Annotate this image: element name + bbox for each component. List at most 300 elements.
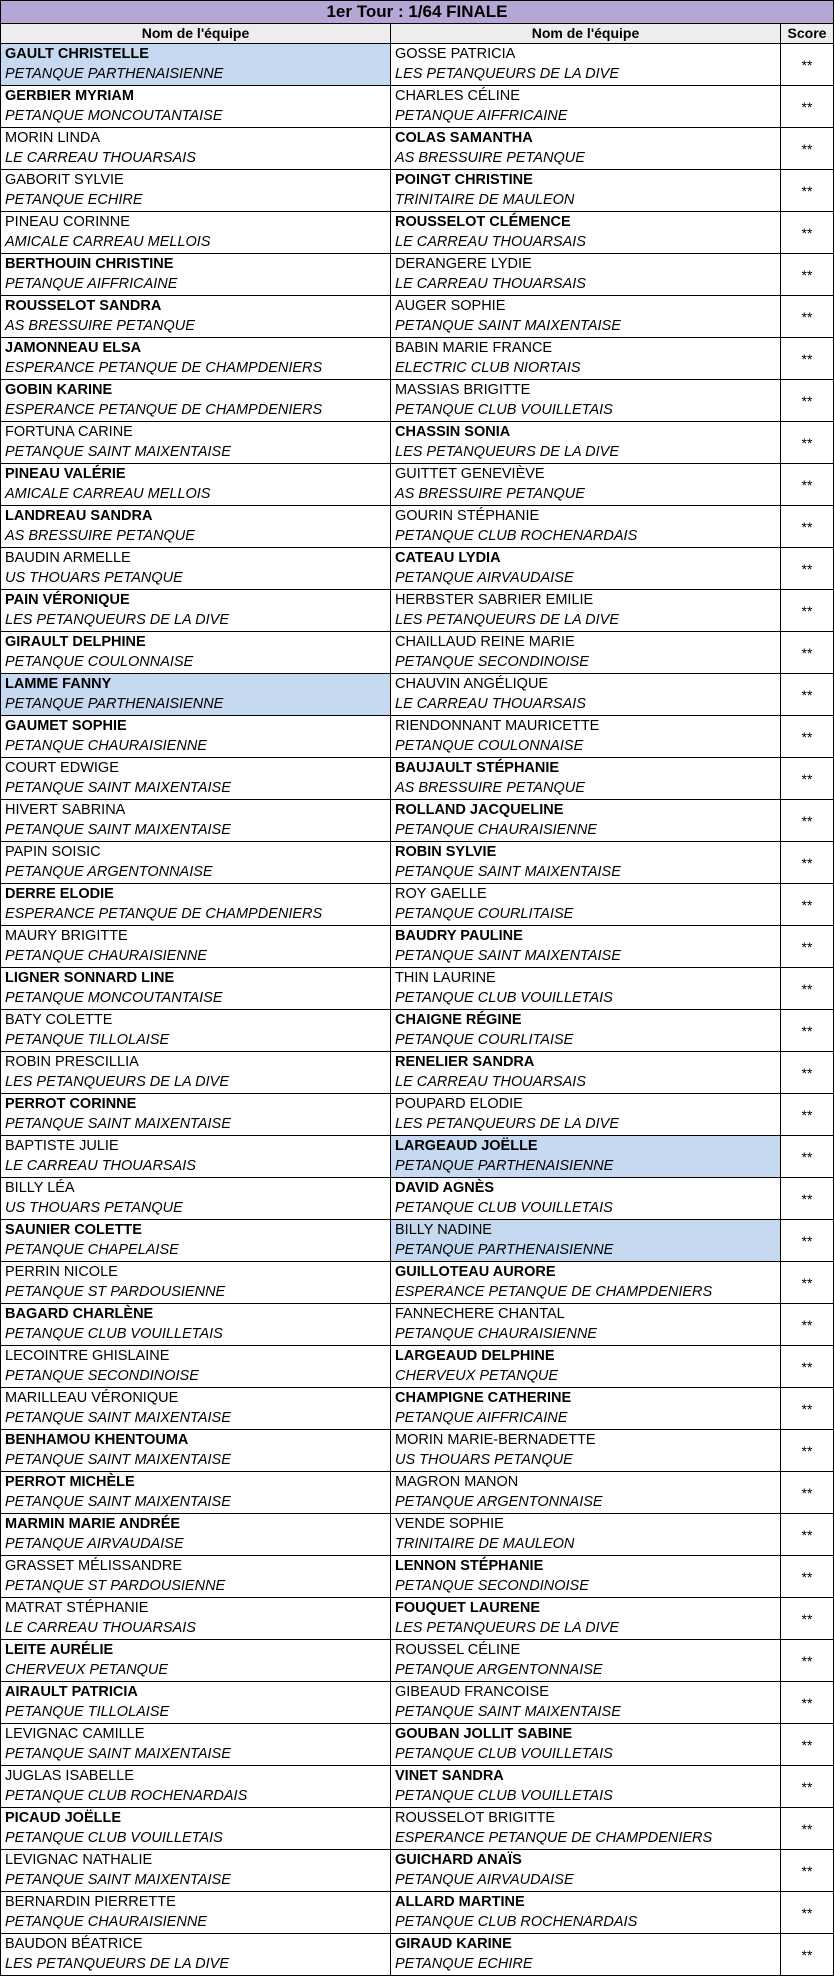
player-name: LAMME FANNY: [5, 676, 112, 692]
club-name: PETANQUE ARGENTONNAISE: [5, 864, 213, 880]
match-row: [0, 1262, 834, 1304]
club-name: PETANQUE COURLITAISE: [395, 906, 574, 922]
score-cell: **: [801, 1569, 813, 1585]
club-name: PETANQUE CHAURAISIENNE: [5, 738, 207, 754]
player-name: ROUSSEL CÉLINE: [395, 1642, 521, 1658]
score-cell: **: [801, 1947, 813, 1963]
club-name: LE CARREAU THOUARSAIS: [395, 276, 586, 292]
match-row: [0, 1892, 834, 1934]
player-name: ROLLAND JACQUELINE: [395, 802, 564, 818]
score-cell: **: [801, 183, 813, 199]
match-row: [0, 1766, 834, 1808]
club-name: US THOUARS PETANQUE: [5, 570, 183, 586]
team-b-cell: [391, 590, 781, 631]
player-name: GAULT CHRISTELLE: [5, 46, 149, 62]
team-a-cell: [1, 1808, 391, 1849]
score-cell: **: [801, 687, 813, 703]
score-cell: **: [801, 603, 813, 619]
team-a-cell: [1, 1178, 391, 1219]
club-name: LES PETANQUEURS DE LA DIVE: [395, 66, 620, 82]
club-name: PETANQUE CLUB VOUILLETAIS: [395, 1788, 613, 1804]
club-name: PETANQUE CHAURAISIENNE: [395, 822, 597, 838]
team-a-cell: [1, 212, 391, 253]
team-b-cell: [391, 254, 781, 295]
club-name: PETANQUE SAINT MAIXENTAISE: [395, 1704, 621, 1720]
team-a-cell: [1, 1052, 391, 1093]
club-name: PETANQUE COULONNAISE: [5, 654, 194, 670]
team-b-cell: [391, 1892, 781, 1933]
team-b-cell: [391, 674, 781, 715]
club-name: PETANQUE SECONDINOISE: [395, 654, 589, 670]
club-name: TRINITAIRE DE MAULEON: [395, 1536, 575, 1552]
club-name: PETANQUE PARTHENAISIENNE: [5, 696, 224, 712]
score-cell: **: [801, 141, 813, 157]
player-name: POINGT CHRISTINE: [395, 172, 533, 188]
team-b-cell: [391, 1934, 781, 1975]
player-name: BAUJAULT STÉPHANIE: [395, 760, 560, 776]
player-name: COLAS SAMANTHA: [395, 130, 533, 146]
score-cell: **: [801, 771, 813, 787]
score-cell: **: [801, 1905, 813, 1921]
match-row: [0, 1430, 834, 1472]
team-a-cell: [1, 1892, 391, 1933]
team-b-cell: [391, 1556, 781, 1597]
team-a-cell: [1, 1682, 391, 1723]
player-name: MORIN MARIE-BERNADETTE: [395, 1432, 596, 1448]
team-b-cell: [391, 968, 781, 1009]
player-name: VENDE SOPHIE: [395, 1516, 504, 1532]
player-name: GUILLOTEAU AURORE: [395, 1264, 556, 1280]
score-cell: **: [801, 1149, 813, 1165]
player-name: BAUDRY PAULINE: [395, 928, 523, 944]
club-name: US THOUARS PETANQUE: [395, 1452, 573, 1468]
team-a-cell: [1, 254, 391, 295]
match-row: [0, 1598, 834, 1640]
player-name: CHAILLAUD REINE MARIE: [395, 634, 575, 650]
club-name: PETANQUE CHAURAISIENNE: [395, 1326, 597, 1342]
score-cell: **: [801, 897, 813, 913]
club-name: PETANQUE SAINT MAIXENTAISE: [5, 1452, 231, 1468]
player-name: LEVIGNAC NATHALIE: [5, 1852, 153, 1868]
club-name: ESPERANCE PETANQUE DE CHAMPDENIERS: [5, 360, 323, 376]
player-name: ROBIN PRESCILLIA: [5, 1054, 139, 1070]
team-b-cell: [391, 1640, 781, 1681]
player-name: GRASSET MÉLISSANDRE: [5, 1558, 183, 1574]
team-a-cell: [1, 1010, 391, 1051]
score-cell: **: [801, 1485, 813, 1501]
team-a-cell: [1, 548, 391, 589]
player-name: LARGEAUD DELPHINE: [395, 1348, 555, 1364]
score-cell: **: [801, 645, 813, 661]
team-b-cell: [391, 1598, 781, 1639]
team-a-cell: [1, 842, 391, 883]
player-name: MARILLEAU VÉRONIQUE: [5, 1390, 179, 1406]
team-a-cell: [1, 590, 391, 631]
team-a-cell: [1, 1388, 391, 1429]
club-name: PETANQUE CLUB ROCHENARDAIS: [5, 1788, 248, 1804]
team-b-cell: [391, 1304, 781, 1345]
player-name: ROY GAELLE: [395, 886, 487, 902]
team-b-cell: [391, 86, 781, 127]
player-name: MORIN LINDA: [5, 130, 101, 146]
player-name: BILLY LÉA: [5, 1180, 75, 1196]
score-cell: **: [801, 1275, 813, 1291]
match-row: [0, 716, 834, 758]
match-row: [0, 926, 834, 968]
team-a-cell: [1, 1346, 391, 1387]
score-cell: **: [801, 1401, 813, 1417]
team-a-cell: [1, 422, 391, 463]
team-a-cell: [1, 1094, 391, 1135]
team-a-cell: [1, 1640, 391, 1681]
player-name: PERROT CORINNE: [5, 1096, 137, 1112]
match-row: [0, 1724, 834, 1766]
team-b-cell: [391, 1682, 781, 1723]
club-name: PETANQUE AIRVAUDAISE: [395, 1872, 574, 1888]
club-name: PETANQUE SAINT MAIXENTAISE: [395, 318, 621, 334]
match-row: [0, 968, 834, 1010]
club-name: PETANQUE TILLOLAISE: [5, 1704, 170, 1720]
club-name: LES PETANQUEURS DE LA DIVE: [5, 1074, 230, 1090]
team-a-cell: [1, 800, 391, 841]
team-b-cell: [391, 1808, 781, 1849]
player-name: ROUSSELOT SANDRA: [5, 298, 162, 314]
score-cell: **: [801, 435, 813, 451]
score-cell: **: [801, 813, 813, 829]
club-name: PETANQUE CLUB ROCHENARDAIS: [395, 528, 638, 544]
club-name: PETANQUE MONCOUTANTAISE: [5, 108, 223, 124]
club-name: PETANQUE SAINT MAIXENTAISE: [5, 780, 231, 796]
player-name: LENNON STÉPHANIE: [395, 1558, 544, 1574]
team-a-cell: [1, 884, 391, 925]
player-name: AIRAULT PATRICIA: [5, 1684, 138, 1700]
team-b-cell: [391, 1724, 781, 1765]
player-name: GUICHARD ANAÏS: [395, 1852, 522, 1868]
player-name: GOSSE PATRICIA: [395, 46, 516, 62]
player-name: CHAUVIN ANGÉLIQUE: [395, 676, 549, 692]
club-name: TRINITAIRE DE MAULEON: [395, 192, 575, 208]
team-b-cell: [391, 842, 781, 883]
club-name: PETANQUE SAINT MAIXENTAISE: [5, 1410, 231, 1426]
match-row: [0, 380, 834, 422]
player-name: BAUDIN ARMELLE: [5, 550, 131, 566]
club-name: PETANQUE CLUB ROCHENARDAIS: [395, 1914, 638, 1930]
player-name: LANDREAU SANDRA: [5, 508, 153, 524]
player-name: BATY COLETTE: [5, 1012, 113, 1028]
team-b-cell: [391, 296, 781, 337]
match-row: [0, 1094, 834, 1136]
match-row: [0, 1010, 834, 1052]
player-name: GABORIT SYLVIE: [5, 172, 124, 188]
player-name: BAPTISTE JULIE: [5, 1138, 119, 1154]
team-a-cell: [1, 1724, 391, 1765]
team-a-cell: [1, 1934, 391, 1975]
team-a-cell: [1, 1850, 391, 1891]
club-name: LES PETANQUEURS DE LA DIVE: [395, 612, 620, 628]
score-cell: **: [801, 1317, 813, 1333]
team-a-cell: [1, 170, 391, 211]
club-name: AMICALE CARREAU MELLOIS: [5, 486, 211, 502]
header-score: Score: [787, 25, 827, 41]
match-row: [0, 548, 834, 590]
team-a-cell: [1, 1766, 391, 1807]
score-cell: **: [801, 1653, 813, 1669]
match-row: [0, 800, 834, 842]
match-row: [0, 1682, 834, 1724]
match-row: [0, 1388, 834, 1430]
match-row: [0, 128, 834, 170]
player-name: PICAUD JOËLLE: [5, 1810, 122, 1826]
club-name: AS BRESSUIRE PETANQUE: [5, 318, 195, 334]
team-a-cell: [1, 338, 391, 379]
player-name: GIBEAUD FRANCOISE: [395, 1684, 549, 1700]
club-name: PETANQUE CHAURAISIENNE: [5, 1914, 207, 1930]
match-row: [0, 1220, 834, 1262]
score-cell: **: [801, 1863, 813, 1879]
team-b-cell: [391, 1766, 781, 1807]
team-b-cell: [391, 1430, 781, 1471]
score-cell: **: [801, 225, 813, 241]
club-name: AS BRESSUIRE PETANQUE: [5, 528, 195, 544]
player-name: MAURY BRIGITTE: [5, 928, 128, 944]
club-name: PETANQUE SAINT MAIXENTAISE: [395, 948, 621, 964]
player-name: COURT EDWIGE: [5, 760, 119, 776]
player-name: BENHAMOU KHENTOUMA: [5, 1432, 189, 1448]
team-b-cell: [391, 1010, 781, 1051]
score-cell: **: [801, 561, 813, 577]
club-name: PETANQUE SECONDINOISE: [5, 1368, 199, 1384]
match-row: [0, 1556, 834, 1598]
team-b-cell: [391, 380, 781, 421]
team-a-cell: [1, 1598, 391, 1639]
round-title: 1er Tour : 1/64 FINALE: [0, 0, 834, 24]
player-name: FANNECHERE CHANTAL: [395, 1306, 565, 1322]
club-name: PETANQUE TILLOLAISE: [5, 1032, 170, 1048]
club-name: PETANQUE MONCOUTANTAISE: [5, 990, 223, 1006]
team-b-cell: [391, 1136, 781, 1177]
player-name: BERTHOUIN CHRISTINE: [5, 256, 174, 272]
club-name: PETANQUE SAINT MAIXENTAISE: [5, 1872, 231, 1888]
score-cell: **: [801, 1821, 813, 1837]
player-name: AUGER SOPHIE: [395, 298, 506, 314]
team-b-cell: [391, 1220, 781, 1261]
match-row: [0, 296, 834, 338]
team-b-cell: [391, 632, 781, 673]
club-name: PETANQUE CLUB VOUILLETAIS: [395, 402, 613, 418]
player-name: JAMONNEAU ELSA: [5, 340, 142, 356]
score-cell: **: [801, 729, 813, 745]
team-b-cell: [391, 1472, 781, 1513]
team-b-cell: [391, 716, 781, 757]
player-name: ROUSSELOT BRIGITTE: [395, 1810, 556, 1826]
player-name: LARGEAUD JOËLLE: [395, 1138, 538, 1154]
team-b-cell: [391, 1514, 781, 1555]
club-name: PETANQUE CLUB VOUILLETAIS: [5, 1830, 223, 1846]
club-name: PETANQUE ECHIRE: [5, 192, 143, 208]
club-name: PETANQUE ARGENTONNAISE: [395, 1494, 603, 1510]
team-b-cell: [391, 884, 781, 925]
club-name: US THOUARS PETANQUE: [5, 1200, 183, 1216]
score-cell: **: [801, 267, 813, 283]
club-name: PETANQUE SAINT MAIXENTAISE: [5, 1494, 231, 1510]
player-name: PINEAU CORINNE: [5, 214, 130, 230]
team-a-cell: [1, 758, 391, 799]
club-name: PETANQUE ST PARDOUSIENNE: [5, 1284, 226, 1300]
club-name: PETANQUE SAINT MAIXENTAISE: [5, 444, 231, 460]
score-cell: **: [801, 1527, 813, 1543]
team-a-cell: [1, 86, 391, 127]
match-row: [0, 1346, 834, 1388]
club-name: CHERVEUX PETANQUE: [5, 1662, 169, 1678]
team-b-cell: [391, 800, 781, 841]
team-b-cell: [391, 128, 781, 169]
club-name: PETANQUE ECHIRE: [395, 1956, 533, 1972]
team-a-cell: [1, 1304, 391, 1345]
player-name: GIRAULT DELPHINE: [5, 634, 146, 650]
team-b-cell: [391, 1850, 781, 1891]
team-b-cell: [391, 44, 781, 85]
player-name: MARMIN MARIE ANDRÉE: [5, 1516, 181, 1532]
club-name: LES PETANQUEURS DE LA DIVE: [5, 1956, 230, 1972]
club-name: LE CARREAU THOUARSAIS: [395, 1074, 586, 1090]
club-name: PETANQUE PARTHENAISIENNE: [5, 66, 224, 82]
player-name: BABIN MARIE FRANCE: [395, 340, 553, 356]
score-cell: **: [801, 981, 813, 997]
team-a-cell: [1, 464, 391, 505]
club-name: LES PETANQUEURS DE LA DIVE: [395, 1116, 620, 1132]
team-b-cell: [391, 926, 781, 967]
team-b-cell: [391, 548, 781, 589]
player-name: MAGRON MANON: [395, 1474, 519, 1490]
match-row: [0, 506, 834, 548]
player-name: DERRE ELODIE: [5, 886, 114, 902]
team-a-cell: [1, 716, 391, 757]
score-cell: **: [801, 1023, 813, 1039]
club-name: PETANQUE AIFFRICAINE: [395, 108, 568, 124]
match-row: [0, 1934, 834, 1976]
team-a-cell: [1, 128, 391, 169]
club-name: PETANQUE SAINT MAIXENTAISE: [5, 1746, 231, 1762]
team-b-cell: [391, 1178, 781, 1219]
team-b-cell: [391, 464, 781, 505]
player-name: BAGARD CHARLÈNE: [5, 1306, 154, 1322]
score-cell: **: [801, 1611, 813, 1627]
score-cell: **: [801, 1107, 813, 1123]
player-name: THIN LAURINE: [395, 970, 496, 986]
player-name: DAVID AGNÈS: [395, 1180, 495, 1196]
team-b-cell: [391, 506, 781, 547]
score-cell: **: [801, 1065, 813, 1081]
team-b-cell: [391, 170, 781, 211]
player-name: POUPARD ELODIE: [395, 1096, 523, 1112]
header-team-a: Nom de l'équipe: [1, 24, 391, 43]
team-a-cell: [1, 1556, 391, 1597]
team-b-cell: [391, 1388, 781, 1429]
match-row: [0, 170, 834, 212]
club-name: AS BRESSUIRE PETANQUE: [395, 486, 585, 502]
score-cell: **: [801, 1737, 813, 1753]
player-name: GERBIER MYRIAM: [5, 88, 134, 104]
player-name: FOUQUET LAURENE: [395, 1600, 540, 1616]
player-name: VINET SANDRA: [395, 1768, 504, 1784]
score-cell: **: [801, 477, 813, 493]
club-name: ESPERANCE PETANQUE DE CHAMPDENIERS: [5, 906, 323, 922]
match-row: [0, 86, 834, 128]
team-b-cell: [391, 1346, 781, 1387]
player-name: DERANGERE LYDIE: [395, 256, 532, 272]
club-name: PETANQUE SAINT MAIXENTAISE: [395, 864, 621, 880]
club-name: ESPERANCE PETANQUE DE CHAMPDENIERS: [395, 1284, 713, 1300]
club-name: PETANQUE AIFFRICAINE: [395, 1410, 568, 1426]
player-name: FORTUNA CARINE: [5, 424, 133, 440]
score-cell: **: [801, 939, 813, 955]
club-name: PETANQUE CLUB VOUILLETAIS: [395, 1200, 613, 1216]
score-cell: **: [801, 393, 813, 409]
club-name: PETANQUE SAINT MAIXENTAISE: [5, 822, 231, 838]
match-row: [0, 842, 834, 884]
player-name: HIVERT SABRINA: [5, 802, 126, 818]
score-cell: **: [801, 351, 813, 367]
club-name: PETANQUE ST PARDOUSIENNE: [5, 1578, 226, 1594]
player-name: ROUSSELOT CLÉMENCE: [395, 214, 571, 230]
player-name: CHAIGNE RÉGINE: [395, 1012, 522, 1028]
score-cell: **: [801, 855, 813, 871]
player-name: HERBSTER SABRIER EMILIE: [395, 592, 594, 608]
team-b-cell: [391, 1094, 781, 1135]
score-cell: **: [801, 1359, 813, 1375]
club-name: PETANQUE AIFFRICAINE: [5, 276, 178, 292]
score-cell: **: [801, 1779, 813, 1795]
player-name: LIGNER SONNARD LINE: [5, 970, 175, 986]
player-name: JUGLAS ISABELLE: [5, 1768, 134, 1784]
header-team-b: Nom de l'équipe: [391, 24, 781, 43]
club-name: LES PETANQUEURS DE LA DIVE: [395, 1620, 620, 1636]
match-row: [0, 1850, 834, 1892]
club-name: PETANQUE CLUB VOUILLETAIS: [395, 990, 613, 1006]
club-name: PETANQUE ARGENTONNAISE: [395, 1662, 603, 1678]
club-name: LE CARREAU THOUARSAIS: [5, 1158, 196, 1174]
player-name: PINEAU VALÉRIE: [5, 466, 126, 482]
club-name: LES PETANQUEURS DE LA DIVE: [5, 612, 230, 628]
player-name: RIENDONNANT MAURICETTE: [395, 718, 600, 734]
club-name: CHERVEUX PETANQUE: [395, 1368, 559, 1384]
player-name: ROBIN SYLVIE: [395, 844, 497, 860]
team-b-cell: [391, 422, 781, 463]
match-row: [0, 1304, 834, 1346]
team-a-cell: [1, 1514, 391, 1555]
club-name: PETANQUE CHAPELAISE: [5, 1242, 179, 1258]
match-row: [0, 1052, 834, 1094]
club-name: PETANQUE COULONNAISE: [395, 738, 584, 754]
score-cell: **: [801, 1695, 813, 1711]
match-row: [0, 1514, 834, 1556]
match-row: [0, 1640, 834, 1682]
team-a-cell: [1, 44, 391, 85]
score-cell: **: [801, 57, 813, 73]
score-cell: **: [801, 309, 813, 325]
match-row: [0, 674, 834, 716]
match-row: [0, 758, 834, 800]
club-name: LES PETANQUEURS DE LA DIVE: [395, 444, 620, 460]
club-name: LE CARREAU THOUARSAIS: [395, 696, 586, 712]
club-name: LE CARREAU THOUARSAIS: [5, 150, 196, 166]
club-name: PETANQUE COURLITAISE: [395, 1032, 574, 1048]
team-a-cell: [1, 632, 391, 673]
club-name: PETANQUE CLUB VOUILLETAIS: [5, 1326, 223, 1342]
column-header-row: [0, 24, 834, 44]
club-name: AMICALE CARREAU MELLOIS: [5, 234, 211, 250]
player-name: PAIN VÉRONIQUE: [5, 592, 130, 608]
